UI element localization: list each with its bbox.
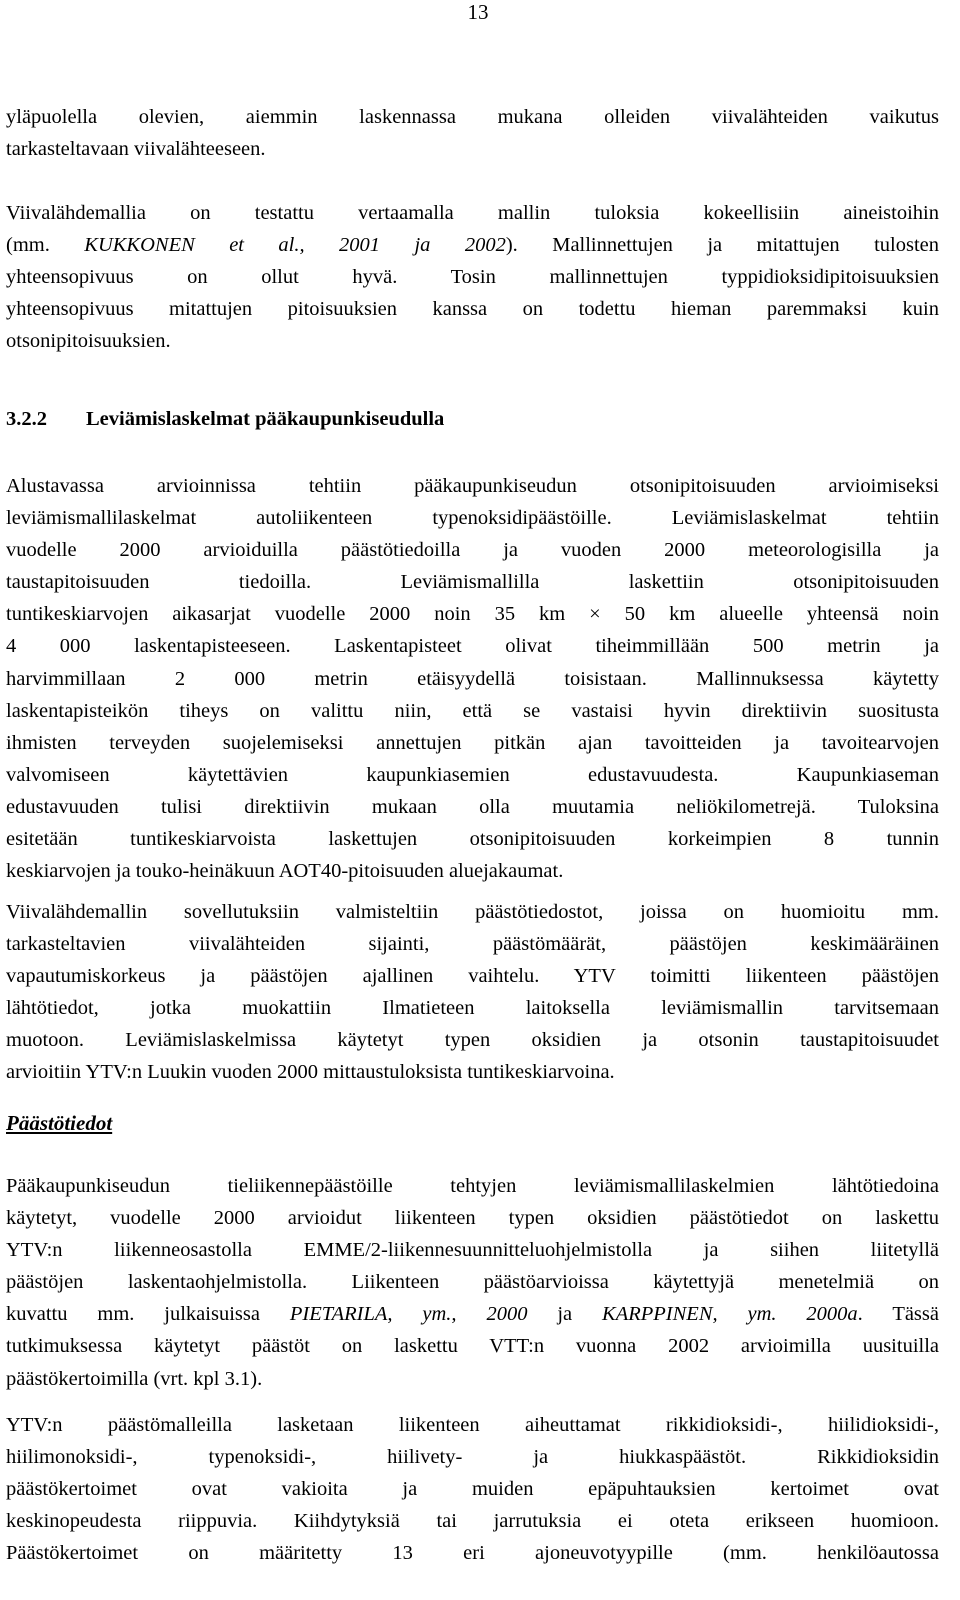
text-line: ihmisten terveyden suojelemiseksi annettujen pitkän ajan tavoitteiden ja tavoitearvojen [6, 731, 939, 754]
section-number: 3.2.2 [6, 408, 47, 430]
text-line: (mm. KUKKONEN et al., 2001 ja 2002). Mallinnettujen ja mitattujen tulosten [6, 234, 940, 257]
text-line: yläpuolella olevien, aiemmin laskennassa mukana olleiden viivalähteiden vaikutus [6, 106, 939, 128]
text-line: käytetyt, vuodelle 2000 arvioidut liikenteen typen oksidien päästötiedot on laskettu [6, 1207, 939, 1230]
text-line: arvioitiin YTV:n Luukin vuoden 2000 mittaustuloksista tuntikeskiarvoina. [6, 1061, 615, 1084]
page-number: 13 [467, 0, 489, 24]
text-line: tarkasteltavien viivalähteiden sijainti, päästömäärät, päästöjen keskimääräinen [6, 933, 939, 956]
text-line: kuvattu mm. julkaisuissa PIETARILA, ym., 2000 ja KARPPINEN, ym. 2000a. Tässä [6, 1303, 939, 1326]
text-line: edustavuuden tulisi direktiivin mukaan olla muutamia neliökilometrejä. Tuloksina [6, 795, 939, 818]
text-line: tutkimuksessa käytetyt päästöt on laskettu VTT:n vuonna 2002 arvioimilla uusituilla [6, 1335, 939, 1358]
text-line: YTV:n päästömalleilla lasketaan liikenteen aiheuttamat rikkidioksidi-, hiilidioksidi-, [6, 1414, 939, 1436]
text-line: otsonipitoisuuksien. [6, 330, 171, 353]
paragraph-3 [6, 470, 939, 887]
text-line: lähtötiedot, jotka muokattiin Ilmatieteen laitoksella leviämismallin tarvitsemaan [6, 997, 939, 1020]
text-line: muotoon. Leviämislaskelmissa käytetyt typen oksidien ja otsonin taustapitoisuudet [6, 1029, 939, 1052]
text-line: laskentapisteikön tiheys on valittu niin, että se vastaisi hyvin direktiivin suositusta [6, 699, 939, 722]
text-line: keskiarvojen ja touko-heinäkuun AOT40-pitoisuuden aluejakaumat. [6, 860, 564, 883]
text-line: päästöjen laskentaohjelmistolla. Liikenteen päästöarvioissa käytettyjä menetelmiä on [6, 1271, 939, 1294]
text-line: päästökertoimilla (vrt. kpl 3.1). [6, 1367, 263, 1390]
citation: KUKKONEN et al., 2001 ja 2002 [84, 234, 506, 257]
text-line: keskinopeudesta riippuvia. Kiihdytyksiä tai jarrutuksia ei oteta erikseen huomioon. [6, 1510, 939, 1533]
text-line: Viivalähdemallia on testattu vertaamalla mallin tuloksia kokeellisiin aineistoihin [6, 202, 939, 224]
section-heading [6, 403, 444, 435]
text-line: leviämismallilaskelmat autoliikenteen typenoksidipäästöille. Leviämislaskelmat tehtiin [6, 507, 939, 530]
subheading: Päästötiedot [6, 1111, 113, 1135]
text-line: tarkasteltavaan viivalähteeseen. [6, 138, 266, 161]
paragraph-5 [6, 1170, 939, 1395]
text-line: esitetään tuntikeskiarvoista laskettujen otsonipitoisuuden korkeimpien 8 tunnin [6, 828, 939, 851]
section-title: Leviämislaskelmat pääkaupunkiseudulla [86, 408, 445, 430]
text-line: 4 000 laskentapisteeseen. Laskentapisteet olivat tiheimmillään 500 metrin ja [6, 635, 939, 658]
text-line: harvimmillaan 2 000 metrin etäisyydellä toisistaan. Mallinnuksessa käytetty [6, 667, 939, 690]
text-line: YTV:n liikenneosastolla EMME/2-liikennesuunnitteluohjelmistolla ja siihen liitetyllä [6, 1239, 939, 1262]
text-line: yhteensopivuus on ollut hyvä. Tosin mallinnettujen typpidioksidipitoisuuksien [6, 266, 939, 289]
citation: PIETARILA, ym., 2000 [289, 1303, 528, 1326]
text-line: Viivalähdemallin sovellutuksiin valmisteltiin päästötiedostot, joissa on huomioitu mm. [6, 901, 939, 923]
text-line: vuodelle 2000 arvioiduilla päästötiedoilla ja vuoden 2000 meteorologisilla ja [6, 539, 939, 562]
text-line: Päästökertoimet on määritetty 13 eri ajoneuvotyypille (mm. henkilöautossa [6, 1542, 939, 1565]
paragraph-1 [6, 101, 939, 165]
text-line: tuntikeskiarvojen aikasarjat vuodelle 2000 noin 35 km × 50 km alueelle yhteensä noin [6, 603, 939, 626]
text-line: hiilimonoksidi-, typenoksidi-, hiilivety- ja hiukkaspäästöt. Rikkidioksidin [6, 1446, 939, 1469]
text-line: yhteensopivuus mitattujen pitoisuuksien kanssa on todettu hieman paremmaksi kuin [6, 298, 939, 321]
text-line: Alustavassa arvioinnissa tehtiin pääkaupunkiseudun otsonipitoisuuden arvioimiseksi [6, 475, 939, 497]
text-line: päästökertoimet ovat vakioita ja muiden epäpuhtauksien kertoimet ovat [6, 1478, 939, 1501]
paragraph-4 [6, 896, 939, 1089]
paragraph-2 [6, 197, 939, 357]
text-line: taustapitoisuuden tiedoilla. Leviämismallilla laskettiin otsonipitoisuuden [6, 571, 939, 594]
text-line: Pääkaupunkiseudun tieliikennepäästöille tehtyjen leviämismallilaskelmien lähtötiedoina [6, 1175, 939, 1197]
citation: KARPPINEN, ym. 2000a [602, 1303, 858, 1326]
paragraph-6 [6, 1409, 939, 1569]
text-line: valvomiseen käytettävien kaupunkiasemien edustavuudesta. Kaupunkiaseman [6, 763, 939, 786]
text-line: vapautumiskorkeus ja päästöjen ajallinen vaihtelu. YTV toimitti liikenteen päästöjen [6, 965, 939, 988]
